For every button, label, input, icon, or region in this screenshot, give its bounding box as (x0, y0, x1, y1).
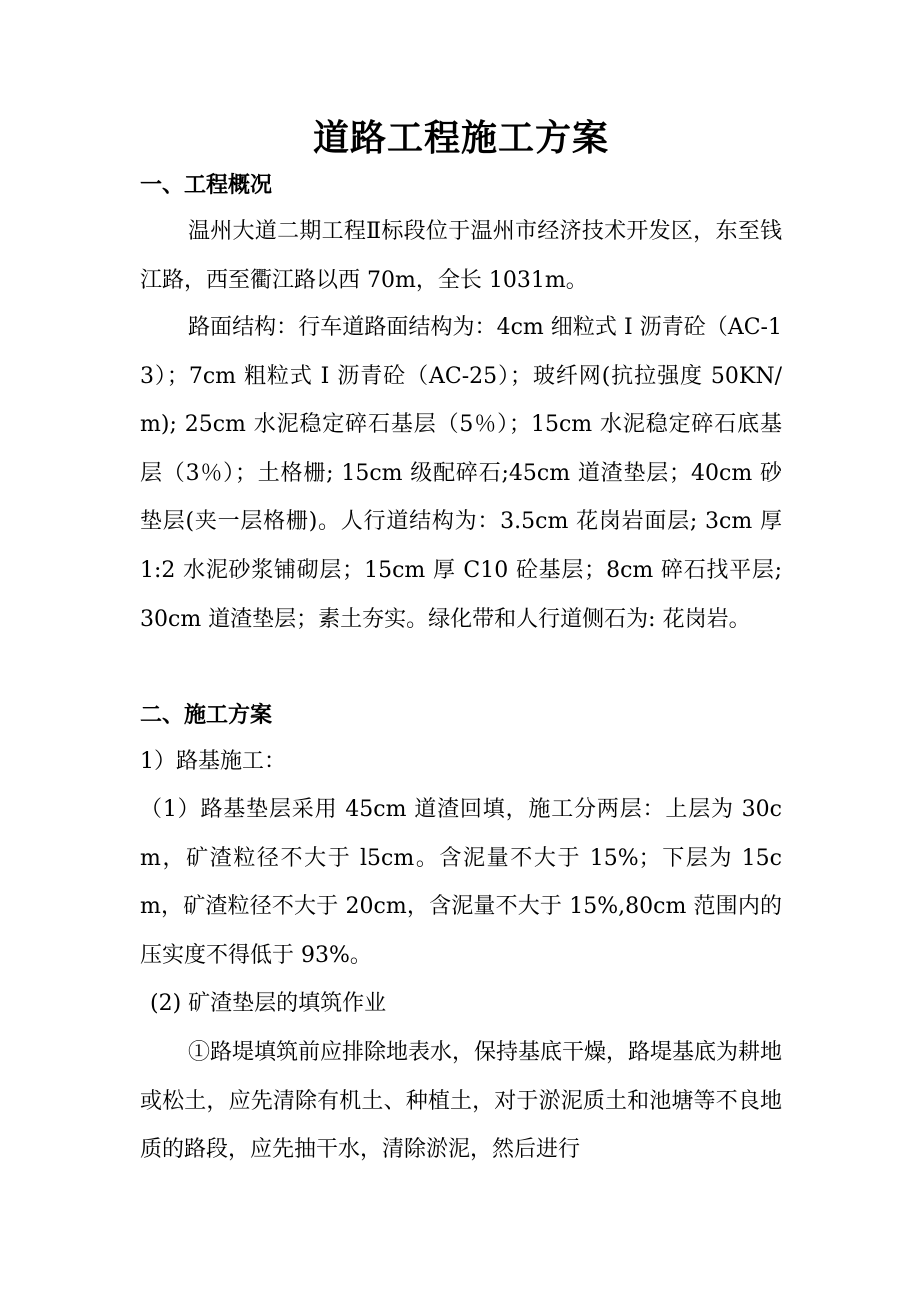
subheading-slag-filling: (2) 矿渣垫层的填筑作业 (150, 991, 387, 1016)
paragraph-embankment-filling: ①路堤填筑前应排除地表水，保持基底干燥，路堤基底为耕地或松土，应先清除有机土、种植土，对于淤泥质土和池塘等不良地质的路段，应先抽干水，清除淤泥，然后进行 (140, 1040, 783, 1163)
paragraph-project-location: 温州大道二期工程Ⅱ标段位于温州市经济技术开发区，东至钱江路，西至衢江路以西 70m，全长 1031m。 (140, 219, 782, 293)
document-title: 道路工程施工方案 (312, 117, 609, 159)
paragraph-subgrade-cushion: （1）路基垫层采用 45cm 道渣回填，施工分两层：上层为 30cm，矿渣粒径不大于 l5cm。含泥量不大于 15%；下层为 15cm，矿渣粒径不大于 20cm，含泥量不大于 15%,80cm 范围内的压实度不得低于 93%。 (140, 797, 782, 968)
paragraph-pavement-structure: 路面结构：行车道路面结构为：4cm 细粒式 I 沥青砼（AC-13）；7cm 粗粒式 I 沥青砼（AC-25）；玻纤网(抗拉强度 50KN/m); 25cm 水泥稳定碎石基层（5％）；15cm 水泥稳定碎石底基层（3％）；土格栅; 15cm 级配碎石;45cm 道渣垫层；40cm 砂垫层(夹一层格栅)。人行道结构为：3.5cm 花岗岩面层; 3cm 厚 1:2 水泥砂浆铺砌层；15cm 厚 C10 砼基层；8cm 碎石找平层; 30cm 道渣垫层；素土夯实。绿化带和人行道侧石为: 花岗岩。 (140, 315, 782, 632)
section-heading-plan: 二、施工方案 (140, 702, 273, 728)
section-heading-overview: 一、工程概况 (140, 172, 273, 198)
subheading-subgrade: 1）路基施工： (140, 749, 286, 774)
